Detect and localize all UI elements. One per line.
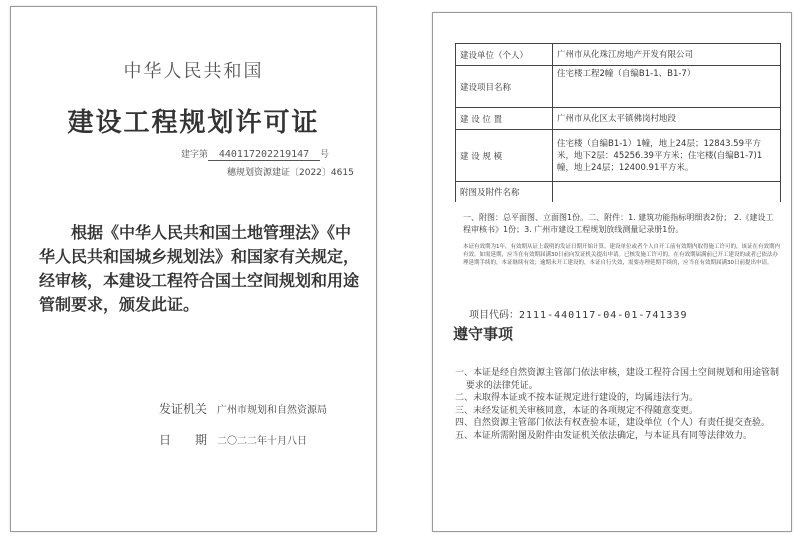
cert-suffix: 号 xyxy=(320,150,330,160)
row-label: 附图及附件名称 xyxy=(456,182,553,202)
row-label: 建 设 位 置 xyxy=(456,108,553,130)
certificate-sub-number: 穗规划资源建证〔2022〕4615 xyxy=(227,168,354,178)
row-value xyxy=(553,182,781,202)
rule-item: 四、自然资源主管部门依法有权查验本证，建设单位（个人）有责任提交查验。 xyxy=(455,418,771,428)
cert-prefix: 建字第 xyxy=(181,150,209,160)
certificate-back-page xyxy=(432,12,792,532)
certificate-title: 建设工程规划许可证 xyxy=(67,108,320,138)
table-row xyxy=(456,130,781,182)
table-row xyxy=(456,108,781,130)
row-label: 建设单位（个人） xyxy=(456,44,553,66)
rules-title: 遵守事项 xyxy=(453,325,514,343)
project-code: 2111-440117-04-01-741339 xyxy=(519,310,688,321)
certificate-body-text: 根据《中华人民共和国土地管理法》《中华人民共和国城乡规划法》和国家有关规定，经审核，本建设工程符合国土空间规划和用途管制要求，颁发此证。 xyxy=(39,223,360,314)
project-code-row xyxy=(469,306,688,321)
certificate-number-row xyxy=(181,147,329,161)
row-value: 广州市从化珠江房地产开发有限公司 xyxy=(553,44,781,66)
rules-list xyxy=(455,367,779,442)
table-row xyxy=(456,66,781,108)
row-value: 广州市从化区太平镇佛岗村地段 xyxy=(553,108,781,130)
project-code-label: 项目代码： xyxy=(469,310,519,321)
issuer-value: 广州市规划和自然资源局 xyxy=(217,405,328,416)
date-value: 二〇二二年十月八日 xyxy=(217,436,308,447)
row-value: 住宅楼（自编B1-1）1幢，地上24层；12843.59平方米，地下2层：45256.39平方米；住宅楼(自编B1-7)1幢，地上24层；12400.91平方米。 xyxy=(553,130,781,182)
issuing-authority xyxy=(159,400,327,417)
rule-item: 一、本证是经自然资源主管部门依法审核，建设工程符合国土空间规划和用途管制要求的法律凭证。 xyxy=(455,368,780,391)
certificate-front-page xyxy=(10,6,377,532)
row-label: 建 设 规 模 xyxy=(456,130,553,182)
project-info-table xyxy=(455,43,781,202)
table-row xyxy=(456,44,781,66)
validity-note: 本证有效期为1年，有效期从证上载明的发证日期开始计算。建设单位或者个人自开工前有效期内取得施工许可的，该证在有效期内有效。如需延期，应当在有效期届满30日前向发证机关提出申请。已核发施工许可的，在有效期届满前已开工建设的或者已依法办理延期手续的，本证继续有效；逾期未开工建设的，本证自行失效，需要办理延期手续的，应当在有效期届满30日前提出申请。 xyxy=(463,244,781,266)
rule-item: 三、未经发证机关审核同意，本证的各项规定不得随意变更。 xyxy=(455,405,699,416)
issue-date xyxy=(159,431,307,448)
certificate-number: 440117202219147 xyxy=(208,149,320,161)
row-value: 住宅楼工程2幢（自编B1-1、B1-7） xyxy=(553,66,781,108)
date-label: 日 期 xyxy=(159,433,208,447)
country-name: 中华人民共和国 xyxy=(123,61,264,82)
row-label: 建设项目名称 xyxy=(456,66,553,108)
attachments-text: 一、附图：总平面图、立面图1份。二、附件：1. 建筑功能指标明细表2份； 2.《建设工程审核书》1份；3. 广州市建设工程规划放线测量记录册1份。 xyxy=(463,213,774,234)
table-row xyxy=(456,182,781,202)
rule-item: 五、本证所需附图及附件由发证机关依法确定，与本证具有同等法律效力。 xyxy=(455,430,753,441)
rule-item: 二、未取得本证或不按本证规定进行建设的，均属违法行为。 xyxy=(455,393,699,403)
issuer-label: 发证机关 xyxy=(159,402,208,416)
